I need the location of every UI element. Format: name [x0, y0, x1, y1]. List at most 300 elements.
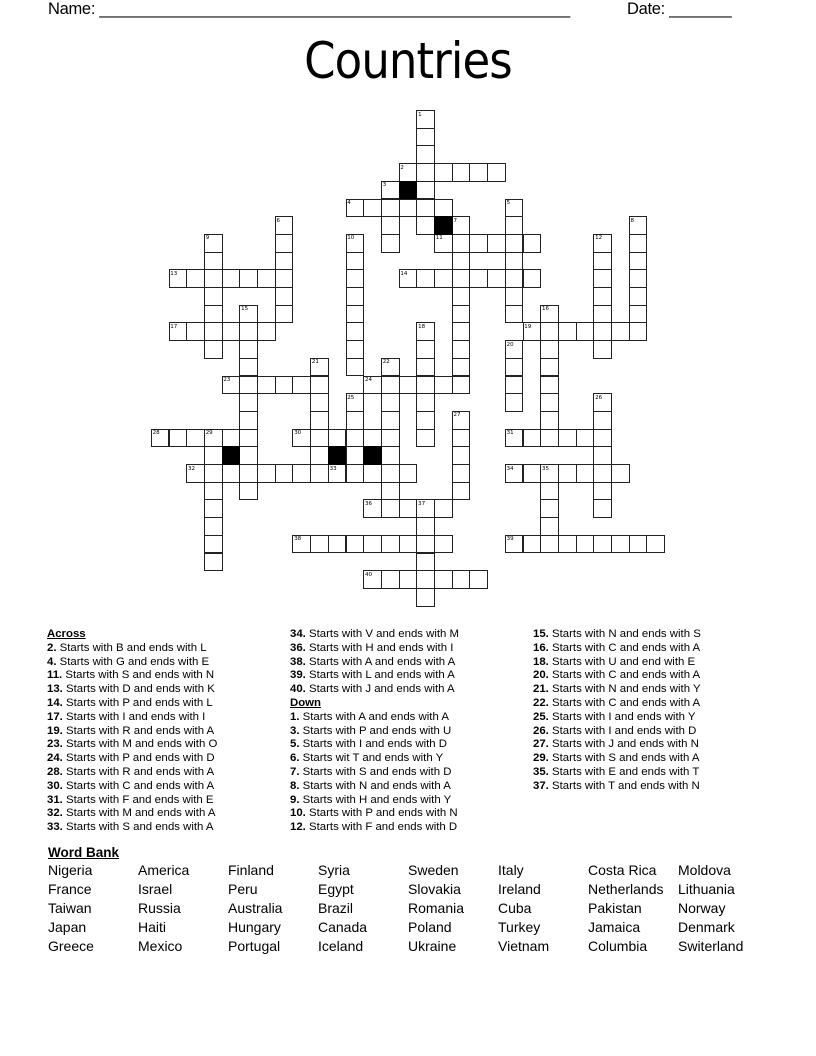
grid-cell[interactable]: [452, 163, 471, 182]
clues-heading: Across: [47, 628, 86, 640]
grid-cell[interactable]: [204, 322, 223, 341]
grid-cell[interactable]: [416, 517, 435, 536]
grid-cell[interactable]: [611, 322, 630, 341]
grid-cell[interactable]: [257, 376, 276, 395]
grid-cell[interactable]: [363, 535, 382, 554]
grid-cell[interactable]: [399, 376, 418, 395]
grid-cell[interactable]: [487, 163, 506, 182]
grid-cell[interactable]: [275, 269, 294, 288]
grid-cell[interactable]: [239, 411, 258, 430]
clue-number-label: 38: [294, 536, 302, 543]
grid-cell[interactable]: [629, 252, 648, 271]
black-square: [399, 181, 418, 200]
grid-cell[interactable]: [399, 464, 418, 483]
grid-cell[interactable]: [204, 482, 223, 501]
grid-cell[interactable]: [593, 252, 612, 271]
grid-cell[interactable]: [540, 322, 559, 341]
word-bank-item: Pakistan: [588, 900, 642, 916]
grid-cell[interactable]: [416, 181, 435, 200]
grid-cell[interactable]: [487, 269, 506, 288]
grid-cell[interactable]: [346, 411, 365, 430]
word-bank-item: Ireland: [498, 881, 541, 897]
clue-number-label: 29: [205, 430, 213, 437]
grid-cell[interactable]: [540, 376, 559, 395]
clue-number-label: 1: [418, 111, 422, 118]
grid-cell[interactable]: [275, 376, 294, 395]
word-bank-item: Netherlands: [588, 881, 664, 897]
grid-cell[interactable]: [540, 482, 559, 501]
down-clue: [290, 766, 459, 780]
grid-cell[interactable]: [416, 340, 435, 359]
grid-cell[interactable]: [204, 340, 223, 359]
grid-cell[interactable]: [381, 446, 400, 465]
grid-cell[interactable]: [186, 429, 205, 448]
grid-cell[interactable]: [416, 145, 435, 164]
grid-cell[interactable]: [629, 287, 648, 306]
clue-text: Starts with S and ends with A: [548, 752, 700, 765]
grid-cell[interactable]: [558, 464, 577, 483]
grid-cell[interactable]: [611, 535, 630, 554]
grid-cell[interactable]: [416, 269, 435, 288]
across-clue: [47, 642, 217, 656]
word-bank-item: Jamaica: [588, 919, 641, 935]
clue-number-label: 26: [595, 394, 603, 401]
grid-cell[interactable]: [275, 305, 294, 324]
black-square: [434, 216, 453, 235]
grid-cell[interactable]: [416, 588, 435, 607]
word-bank-item: Costa Rica: [588, 862, 657, 878]
grid-cell[interactable]: [576, 322, 595, 341]
name-field[interactable]: Name: _____________________________________________________: [48, 0, 570, 18]
grid-cell[interactable]: [275, 252, 294, 271]
grid-cell[interactable]: [204, 517, 223, 536]
clue-number: 12.: [290, 821, 306, 834]
grid-cell[interactable]: [505, 269, 524, 288]
clue-number-label: 33: [329, 465, 337, 472]
clue-number: 15.: [533, 628, 549, 640]
clue-text: Starts with P and ends with N: [305, 807, 458, 820]
page-title: Countries: [304, 32, 512, 90]
grid-cell[interactable]: [452, 482, 471, 501]
across-clue: [290, 628, 459, 642]
grid-cell[interactable]: [416, 376, 435, 395]
across-clue: [47, 683, 217, 697]
clue-text: Starts with M and ends with O: [62, 738, 218, 751]
grid-cell[interactable]: [416, 128, 435, 147]
grid-cell[interactable]: [346, 464, 365, 483]
clue-number: 28.: [47, 765, 63, 778]
clue-text: Starts with N and ends with Y: [548, 683, 701, 696]
grid-cell[interactable]: [292, 464, 311, 483]
grid-cell[interactable]: [346, 269, 365, 288]
word-bank-item: Italy: [498, 862, 524, 878]
grid-cell[interactable]: [381, 482, 400, 501]
grid-cell[interactable]: [204, 305, 223, 324]
clue-number-label: 4: [347, 200, 351, 206]
word-bank-title: Word Bank: [48, 845, 120, 860]
clue-text: Starts with B and ends with L: [56, 641, 207, 654]
grid-cell[interactable]: [452, 464, 471, 483]
grid-cell[interactable]: [346, 252, 365, 271]
grid-cell[interactable]: [434, 570, 453, 589]
word-bank-item: Norway: [678, 900, 726, 916]
grid-cell[interactable]: [239, 340, 258, 359]
clue-number: 35.: [533, 765, 549, 778]
word-bank-item: Russia: [138, 900, 181, 916]
grid-cell[interactable]: [204, 446, 223, 465]
clue-number-label: 23: [223, 377, 231, 383]
grid-cell[interactable]: [593, 322, 612, 341]
grid-cell[interactable]: [469, 269, 488, 288]
grid-cell[interactable]: [381, 411, 400, 430]
clue-text: Starts with G and ends with E: [56, 655, 210, 668]
black-square: [363, 446, 382, 465]
grid-cell[interactable]: [310, 393, 329, 412]
grid-cell[interactable]: [239, 429, 258, 448]
clue-number: 10.: [290, 807, 306, 820]
clues-column-2: [290, 628, 459, 835]
grid-cell[interactable]: [239, 464, 258, 483]
down-clue: [533, 683, 701, 697]
grid-cell[interactable]: [346, 535, 365, 554]
grid-cell[interactable]: [310, 464, 329, 483]
grid-cell[interactable]: [416, 570, 435, 589]
grid-cell[interactable]: [292, 376, 311, 395]
clue-text: Starts with F and ends with E: [62, 793, 214, 806]
grid-cell[interactable]: [523, 234, 542, 253]
down-clue: [533, 738, 701, 752]
grid-cell[interactable]: [523, 535, 542, 554]
grid-cell[interactable]: [239, 269, 258, 288]
grid-cell[interactable]: [593, 446, 612, 465]
grid-cell[interactable]: [452, 287, 471, 306]
across-clue: [47, 766, 217, 780]
grid-cell[interactable]: [204, 252, 223, 271]
down-clue: [533, 628, 701, 642]
grid-cell[interactable]: [204, 553, 223, 572]
clues-heading: Down: [290, 696, 322, 709]
grid-cell[interactable]: [576, 429, 595, 448]
clue-number: 27.: [533, 738, 549, 751]
down-clue: [533, 697, 701, 711]
clue-number-label: 39: [506, 536, 514, 543]
grid-cell[interactable]: [222, 269, 241, 288]
grid-cell[interactable]: [505, 234, 524, 253]
word-bank-item: Poland: [408, 919, 452, 935]
grid-cell[interactable]: [629, 322, 648, 341]
across-clue: [290, 642, 459, 656]
across-clue: [47, 669, 217, 683]
grid-cell[interactable]: [452, 340, 471, 359]
word-bank-item: Sweden: [408, 862, 459, 878]
grid-cell[interactable]: [416, 199, 435, 218]
grid-cell[interactable]: [505, 252, 524, 271]
grid-cell[interactable]: [346, 322, 365, 341]
grid-cell[interactable]: [204, 535, 223, 554]
across-clue: [47, 711, 217, 725]
grid-cell[interactable]: [363, 199, 382, 218]
grid-cell[interactable]: [204, 287, 223, 306]
across-clue: [47, 821, 217, 835]
word-bank-item: Slovakia: [408, 881, 461, 897]
grid-cell[interactable]: [629, 269, 648, 288]
grid-cell[interactable]: [346, 287, 365, 306]
word-bank-item: Denmark: [678, 919, 735, 935]
grid-cell[interactable]: [505, 376, 524, 395]
grid-cell[interactable]: [239, 482, 258, 501]
clue-number: 14.: [47, 696, 63, 709]
grid-cell[interactable]: [629, 305, 648, 324]
word-bank-item: Switerland: [678, 938, 744, 954]
clue-number: 3.: [290, 724, 300, 737]
word-bank-item: Syria: [318, 862, 350, 878]
grid-cell[interactable]: [381, 570, 400, 589]
date-field[interactable]: Date: _______: [627, 0, 732, 18]
grid-cell[interactable]: [416, 429, 435, 448]
clue-text: Starts with H and ends with I: [305, 641, 454, 654]
grid-cell[interactable]: [523, 269, 542, 288]
grid-cell[interactable]: [381, 376, 400, 395]
clue-number: 6.: [290, 752, 300, 765]
grid-cell[interactable]: [593, 499, 612, 518]
grid-cell[interactable]: [576, 464, 595, 483]
grid-cell[interactable]: [629, 535, 648, 554]
grid-cell[interactable]: [452, 322, 471, 341]
grid-cell[interactable]: [646, 535, 665, 554]
grid-cell[interactable]: [239, 358, 258, 377]
down-clue: [533, 725, 701, 739]
grid-cell[interactable]: [452, 252, 471, 271]
grid-cell[interactable]: [416, 216, 435, 235]
grid-cell[interactable]: [558, 535, 577, 554]
word-bank-item: Lithuania: [678, 881, 735, 897]
grid-cell[interactable]: [275, 234, 294, 253]
grid-cell[interactable]: [416, 393, 435, 412]
grid-cell[interactable]: [381, 216, 400, 235]
grid-cell[interactable]: [381, 429, 400, 448]
grid-cell[interactable]: [328, 535, 347, 554]
grid-cell[interactable]: [310, 411, 329, 430]
grid-cell[interactable]: [593, 340, 612, 359]
grid-cell[interactable]: [222, 322, 241, 341]
grid-cell[interactable]: [434, 163, 453, 182]
grid-cell[interactable]: [275, 287, 294, 306]
clue-number-label: 8: [630, 217, 634, 224]
across-clue: [47, 794, 217, 808]
grid-cell[interactable]: [593, 535, 612, 554]
grid-cell[interactable]: [381, 234, 400, 253]
grid-cell[interactable]: [505, 287, 524, 306]
grid-cell[interactable]: [416, 411, 435, 430]
grid-cell[interactable]: [310, 376, 329, 395]
across-clue: [290, 656, 459, 670]
clue-text: Starts with S and ends with N: [62, 669, 215, 682]
grid-cell[interactable]: [239, 446, 258, 465]
clue-number-label: 36: [365, 500, 372, 507]
grid-cell[interactable]: [469, 570, 488, 589]
grid-cell[interactable]: [434, 269, 453, 288]
clue-number-label: 20: [506, 341, 514, 348]
grid-cell[interactable]: [452, 376, 471, 395]
grid-cell[interactable]: [540, 393, 559, 412]
clue-number: 7.: [290, 765, 300, 778]
grid-cell[interactable]: [346, 446, 365, 465]
clue-number-label: 2: [400, 164, 404, 171]
grid-cell[interactable]: [328, 429, 347, 448]
grid-cell[interactable]: [381, 199, 400, 218]
across-clue: [47, 697, 217, 711]
grid-cell[interactable]: [381, 499, 400, 518]
clue-number: 17.: [47, 710, 63, 723]
clue-number: 2.: [47, 641, 57, 654]
grid-cell[interactable]: [434, 499, 453, 518]
grid-cell[interactable]: [452, 358, 471, 377]
grid-cell[interactable]: [593, 482, 612, 501]
grid-cell[interactable]: [310, 535, 329, 554]
grid-cell[interactable]: [593, 287, 612, 306]
grid-cell[interactable]: [416, 358, 435, 377]
clue-number-label: 25: [347, 394, 355, 401]
grid-cell[interactable]: [523, 464, 542, 483]
grid-cell[interactable]: [416, 163, 435, 182]
clue-number: 11.: [47, 669, 63, 682]
grid-cell[interactable]: [434, 199, 453, 218]
clue-number-label: 14: [400, 270, 408, 277]
clue-number: 31.: [47, 793, 63, 806]
grid-cell[interactable]: [204, 464, 223, 483]
grid-cell[interactable]: [523, 429, 542, 448]
grid-cell[interactable]: [346, 429, 365, 448]
clue-text: Starts with J and ends with A: [305, 683, 455, 696]
grid-cell[interactable]: [186, 322, 205, 341]
grid-cell[interactable]: [593, 411, 612, 430]
clue-text: Starts with S and ends with D: [299, 765, 452, 778]
grid-cell[interactable]: [257, 464, 276, 483]
grid-cell[interactable]: [540, 429, 559, 448]
grid-cell[interactable]: [399, 535, 418, 554]
clue-number: 38.: [290, 655, 306, 668]
grid-cell[interactable]: [611, 464, 630, 483]
grid-cell[interactable]: [505, 393, 524, 412]
grid-cell[interactable]: [416, 535, 435, 554]
grid-cell[interactable]: [576, 535, 595, 554]
grid-cell[interactable]: [452, 570, 471, 589]
clue-text: Starts with M and ends with A: [62, 807, 216, 820]
clue-number: 30.: [47, 779, 63, 792]
word-bank-item: Ukraine: [408, 938, 457, 954]
grid-cell[interactable]: [540, 517, 559, 536]
grid-cell[interactable]: [222, 464, 241, 483]
word-bank-item: Hungary: [228, 919, 281, 935]
grid-cell[interactable]: [310, 446, 329, 465]
grid-cell[interactable]: [257, 322, 276, 341]
grid-cell[interactable]: [540, 535, 559, 554]
clue-text: Starts with P and ends with U: [299, 724, 452, 737]
grid-cell[interactable]: [505, 358, 524, 377]
grid-cell[interactable]: [346, 358, 365, 377]
grid-cell[interactable]: [363, 464, 382, 483]
word-bank-item: Iceland: [318, 938, 364, 954]
grid-cell[interactable]: [381, 464, 400, 483]
grid-cell[interactable]: [346, 340, 365, 359]
clue-text: Starts with N and ends with A: [299, 779, 451, 792]
grid-cell[interactable]: [310, 429, 329, 448]
grid-cell[interactable]: [540, 340, 559, 359]
word-bank-item: France: [48, 881, 92, 897]
grid-cell[interactable]: [540, 411, 559, 430]
grid-cell[interactable]: [505, 305, 524, 324]
down-clue: [533, 752, 701, 766]
word-bank-item: Haiti: [138, 919, 167, 935]
grid-cell[interactable]: [275, 464, 294, 483]
grid-cell[interactable]: [469, 163, 488, 182]
clue-number: 34.: [290, 628, 306, 640]
grid-cell[interactable]: [629, 234, 648, 253]
grid-cell[interactable]: [469, 234, 488, 253]
grid-cell[interactable]: [399, 499, 418, 518]
clue-text: Starts wit T and ends with Y: [299, 752, 444, 765]
grid-cell[interactable]: [487, 234, 506, 253]
clue-number: 5.: [290, 738, 300, 751]
grid-cell[interactable]: [593, 429, 612, 448]
grid-cell[interactable]: [399, 199, 418, 218]
grid-cell[interactable]: [257, 269, 276, 288]
grid-cell[interactable]: [452, 446, 471, 465]
clue-text: Starts with D and ends with K: [62, 683, 215, 696]
grid-cell[interactable]: [540, 499, 559, 518]
grid-cell[interactable]: [452, 234, 471, 253]
grid-cell[interactable]: [558, 429, 577, 448]
grid-cell[interactable]: [540, 358, 559, 377]
clue-number-label: 16: [542, 306, 549, 313]
grid-cell[interactable]: [434, 376, 453, 395]
clue-number: 36.: [290, 641, 306, 654]
grid-cell[interactable]: [381, 535, 400, 554]
grid-cell[interactable]: [186, 269, 205, 288]
grid-cell[interactable]: [239, 322, 258, 341]
clue-number-label: 12: [595, 235, 603, 242]
clue-number: 26.: [533, 724, 549, 737]
grid-cell[interactable]: [593, 464, 612, 483]
grid-cell[interactable]: [204, 499, 223, 518]
grid-cell[interactable]: [169, 429, 188, 448]
word-bank-item: Egypt: [318, 881, 354, 897]
grid-cell[interactable]: [239, 393, 258, 412]
grid-cell[interactable]: [381, 393, 400, 412]
grid-cell[interactable]: [593, 269, 612, 288]
grid-cell[interactable]: [363, 429, 382, 448]
grid-cell[interactable]: [416, 553, 435, 572]
grid-cell[interactable]: [452, 429, 471, 448]
grid-cell[interactable]: [452, 305, 471, 324]
grid-cell[interactable]: [434, 535, 453, 554]
clue-number: 13.: [47, 683, 63, 696]
word-bank-item: Brazil: [318, 900, 354, 916]
grid-cell[interactable]: [558, 322, 577, 341]
grid-cell[interactable]: [239, 376, 258, 395]
word-bank-item: Canada: [318, 919, 368, 935]
grid-cell[interactable]: [222, 429, 241, 448]
grid-cell[interactable]: [452, 269, 471, 288]
grid-cell[interactable]: [346, 305, 365, 324]
grid-cell[interactable]: [505, 216, 524, 235]
grid-cell[interactable]: [204, 269, 223, 288]
clue-number-label: 35: [542, 465, 549, 472]
grid-cell[interactable]: [399, 570, 418, 589]
grid-cell[interactable]: [593, 305, 612, 324]
down-clue: [290, 711, 459, 725]
word-bank-item: Japan: [48, 919, 87, 935]
